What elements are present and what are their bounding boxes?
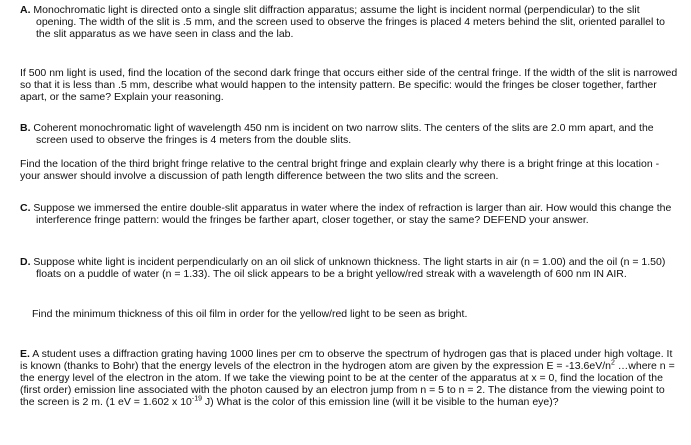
problem-e-statement: E. A student uses a diffraction grating having 1000 lines per cm to observe the spectrum of hydrogen gas that is placed under high voltage. It is known (thanks to Bohr) that the energy levels of the electron in the hydrogen atom are given by the expression $E = -13.6eV/n^2$ …where n = the energy level of the electron in the atom. If we take the viewing point to be at the center of the apparatus at x = 0, find the location of the (first order) emission line associated with the photon caused by an electron jump from n = 5 to n = 2. The distance from the viewing point to the screen is 2 m. (1 eV = 1.602 x $10^{-19}$ J) What is the color of this emission line (will it be visible to the human eye)? — [20, 348, 675, 408]
problem-c-statement — [20, 202, 680, 226]
problem-b-text: Coherent monochromatic light of wavelength 450 nm is incident on two narrow slits. The centers of the slits are 2.0 mm apart, and the screen used to observe the fringes is 4 meters from the double slits. — [33, 122, 654, 146]
problem-a-statement — [20, 4, 680, 40]
problem-a-text: Monochromatic light is directed onto a single slit diffraction apparatus; assume the light is incident normal (perpendicular) to the slit opening. The width of the slit is .5 mm, and the screen used to observe the fringes is placed 4 meters behind the slit, oriented parallel to the slit apparatus as we have seen in class and the lab. — [33, 4, 665, 40]
problem-d-text: Suppose white light is incident perpendicularly on an oil slick of unknown thickness. The light starts in air (n = 1.00) and the oil (n = 1.50) floats on a puddle of water (n = 1.33). The oil slick appears to be a bright yellow/red streak with a wavelength of 600 nm IN AIR. — [33, 256, 666, 280]
problem-c-letter: C. — [20, 202, 31, 214]
problem-d-question: Find the minimum thickness of this oil film in order for the yellow/red light to be seen as bright. — [32, 308, 468, 320]
problem-b-question: Find the location of the third bright fringe relative to the central bright fringe and explain clearly why there is a bright fringe at this location - your answer should involve a discussion of path length difference between the two slits and the screen. — [20, 158, 660, 182]
problem-e-letter: E. — [20, 348, 30, 360]
problem-a-letter: A. — [20, 4, 31, 16]
problem-b-letter: B. — [20, 122, 31, 134]
problem-b-statement — [20, 122, 680, 146]
problem-d-letter: D. — [20, 256, 31, 268]
problem-d-statement — [20, 256, 680, 280]
problem-a-question: If 500 nm light is used, find the location of the second dark fringe that occurs either side of the central fringe. If the width of the slit is narrowed so that it is less than .5 mm, describe what would happen to the intensity pattern. Be specific: would the fringes be closer together, farther apart, or the same? Explain your reasoning. — [20, 67, 678, 103]
problem-c-text: Suppose we immersed the entire double-slit apparatus in water where the index of refraction is larger than air. How would this change the interference fringe pattern: would the fringes be farther apart, closer together, or stay the same? DEFEND your answer. — [33, 202, 672, 226]
